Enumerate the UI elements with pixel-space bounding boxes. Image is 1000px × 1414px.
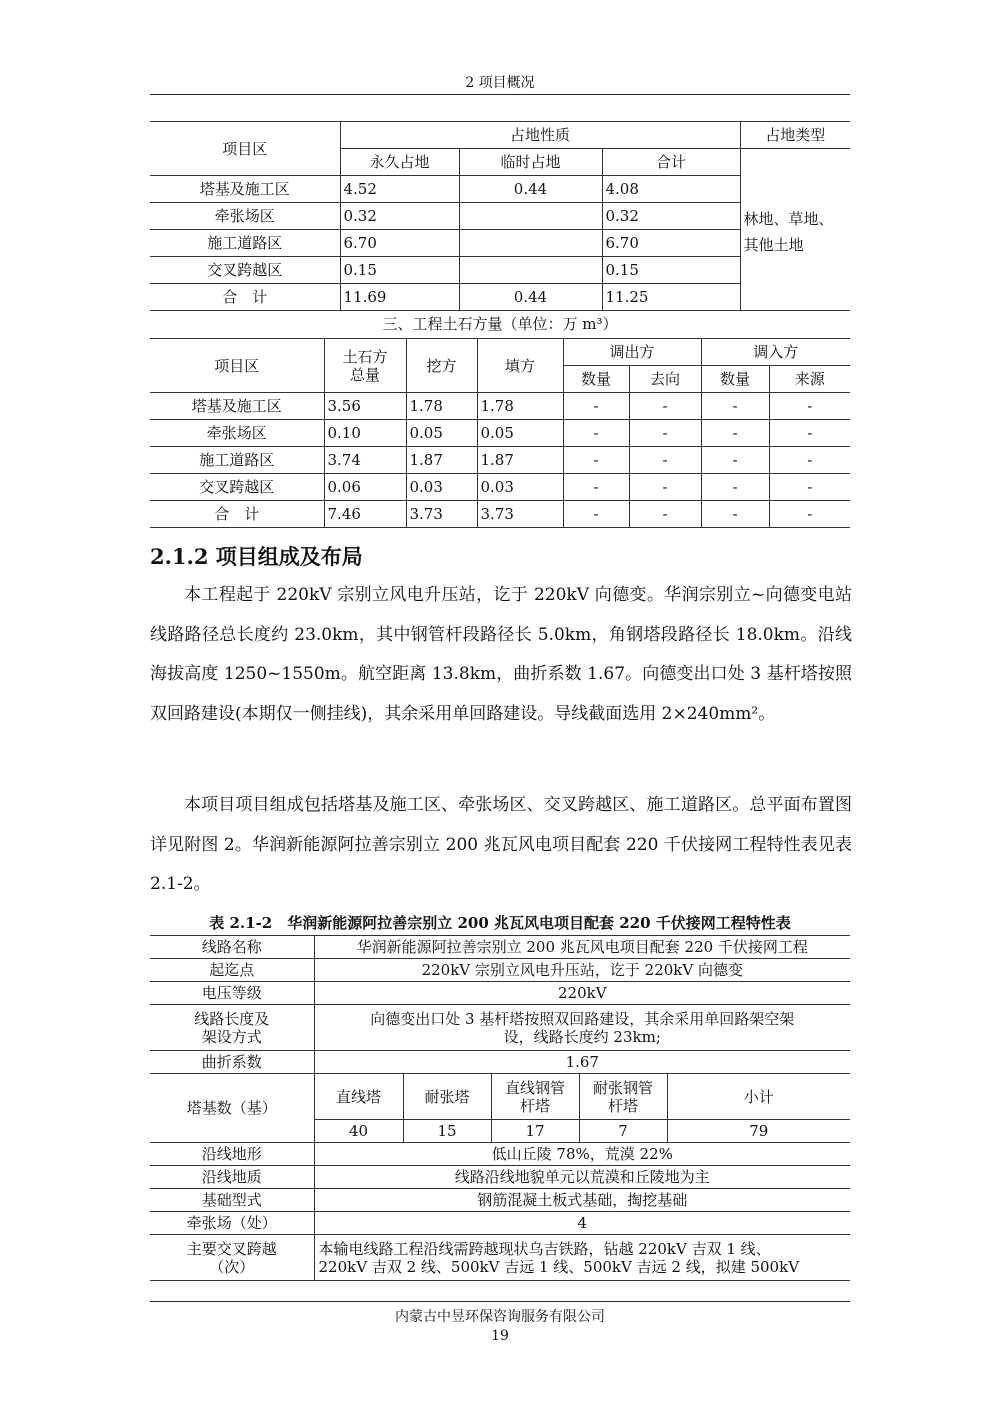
- tower-type: 直线钢管 杆塔: [491, 1074, 579, 1120]
- characteristics-table: [150, 935, 850, 1281]
- row-total: 6.70: [602, 230, 740, 257]
- value-voltage: 220kV: [314, 982, 850, 1005]
- running-header: 2 项目概况: [465, 75, 535, 91]
- row-temp: 0.44: [459, 284, 602, 311]
- value-geology: 线路沿线地貌单元以荒漠和丘陵地为主: [314, 1166, 850, 1189]
- label-geology: 沿线地质: [150, 1166, 314, 1189]
- label-towers: 塔基数（基）: [150, 1074, 314, 1143]
- col-header-out-qty: 数量: [563, 366, 629, 393]
- row-dig: 3.73: [406, 501, 477, 528]
- row-fill: 1.87: [477, 447, 563, 474]
- land-type-line-2: 其他土地: [743, 236, 804, 254]
- label-foundation: 基础型式: [150, 1189, 314, 1212]
- row-in-qty: -: [701, 501, 769, 528]
- row-total: 4.08: [602, 176, 740, 203]
- row-area: 牵张场区: [150, 420, 324, 447]
- col-header-total-line-1: 土石方: [342, 347, 388, 366]
- row-area: 塔基及施工区: [150, 176, 340, 203]
- tower-count: 7: [579, 1120, 667, 1143]
- col-header-src: 来源: [769, 366, 850, 393]
- row-dig: 1.78: [406, 393, 477, 420]
- paragraph-2: 本项目项目组成包括塔基及施工区、牵张场区、交叉跨越区、施工道路区。总平面布置图详见附图 2。华润新能源阿拉善宗别立 200 兆瓦风电项目配套 220 千伏接网工程特性表见表 2.1-2。: [150, 795, 852, 894]
- row-perm: 4.52: [340, 176, 459, 203]
- value-pull: 4: [314, 1212, 850, 1235]
- row-dig: 0.05: [406, 420, 477, 447]
- label-line-name: 线路名称: [150, 936, 314, 959]
- tower-type: 小计: [667, 1074, 850, 1120]
- row-dest: -: [629, 393, 701, 420]
- row-out-qty: -: [563, 474, 629, 501]
- row-area: 合 计: [150, 284, 340, 311]
- paragraph-1: 本工程起于 220kV 宗别立风电升压站，讫于 220kV 向德变。华润宗别立~向德变电站线路路径总长度约 23.0km，其中钢管杆段路径长 5.0km，角钢塔段路径长 18.0km。沿线海拔高度 1250~1550m。航空距离 13.8km，曲折系数 1.67。向德变出口处 3 基杆塔按照双回路建设(本期仅一侧挂线)，其余采用单回路建设。导线截面选用 2×240mm²。: [150, 585, 852, 724]
- label-crossing: [150, 1235, 314, 1281]
- value-terrain: 低山丘陵 78%，荒漠 22%: [314, 1143, 850, 1166]
- value-line-name: 华润新能源阿拉善宗别立 200 兆瓦风电项目配套 220 千伏接网工程: [314, 936, 850, 959]
- land-type-line-1: 林地、草地、: [743, 210, 834, 228]
- row-out-qty: -: [563, 447, 629, 474]
- row-area: 塔基及施工区: [150, 393, 324, 420]
- row-area: 施工道路区: [150, 230, 340, 257]
- label-terrain: 沿线地形: [150, 1143, 314, 1166]
- row-temp: [459, 203, 602, 230]
- row-dest: -: [629, 420, 701, 447]
- table-row: [150, 420, 850, 447]
- row-dig: 0.03: [406, 474, 477, 501]
- earthwork-table: [150, 338, 850, 528]
- col-header-area: 项目区: [150, 339, 324, 393]
- col-header-dig: 挖方: [406, 339, 477, 393]
- row-in-qty: -: [701, 447, 769, 474]
- land-occupation-table: [150, 121, 850, 337]
- value-crossing: [314, 1235, 850, 1281]
- table-row-total: [150, 501, 850, 528]
- footer-rule: [150, 1301, 850, 1302]
- label-voltage: 电压等级: [150, 982, 314, 1005]
- value-length: [314, 1005, 850, 1051]
- row-in-qty: -: [701, 420, 769, 447]
- table-caption: 表 2.1-2 华润新能源阿拉善宗别立 200 兆瓦风电项目配套 220 千伏接网工程特性表: [209, 914, 791, 932]
- row-total: 3.56: [324, 393, 406, 420]
- row-area: 合 计: [150, 501, 324, 528]
- row-out-qty: -: [563, 501, 629, 528]
- row-total: 0.06: [324, 474, 406, 501]
- value-length-line-2: 设，线路长度约 23km;: [503, 1027, 661, 1046]
- row-temp: [459, 230, 602, 257]
- col-header-in: 调入方: [701, 339, 850, 366]
- tower-type: 耐张钢管 杆塔: [579, 1074, 667, 1120]
- row-fill: 0.03: [477, 474, 563, 501]
- row-out-qty: -: [563, 420, 629, 447]
- table-row: [150, 474, 850, 501]
- label-length-line-2: 架设方式: [201, 1027, 262, 1046]
- row-total: 11.25: [602, 284, 740, 311]
- col-header-area: 项目区: [150, 122, 340, 176]
- row-area: 交叉跨越区: [150, 257, 340, 284]
- row-fill: 1.78: [477, 393, 563, 420]
- footer-company: 内蒙古中昱环保咨询服务有限公司: [395, 1309, 605, 1325]
- row-area: 施工道路区: [150, 447, 324, 474]
- tower-count: 40: [314, 1120, 403, 1143]
- row-area: 牵张场区: [150, 203, 340, 230]
- col-header-temp: 临时占地: [459, 149, 602, 176]
- row-total: 7.46: [324, 501, 406, 528]
- land-type-cell: [740, 149, 850, 311]
- col-header-total: [324, 339, 406, 393]
- header-rule: [150, 94, 850, 95]
- row-dest: -: [629, 447, 701, 474]
- row-fill: 0.05: [477, 420, 563, 447]
- col-header-nature: 占地性质: [340, 122, 740, 149]
- col-header-perm: 永久占地: [340, 149, 459, 176]
- label-length: [150, 1005, 314, 1051]
- row-dest: -: [629, 501, 701, 528]
- row-src: -: [769, 393, 850, 420]
- row-perm: 0.32: [340, 203, 459, 230]
- value-ends: 220kV 宗别立风电升压站，讫于 220kV 向德变: [314, 959, 850, 982]
- row-src: -: [769, 474, 850, 501]
- earth-table-title: 三、工程土石方量（单位：万 m³）: [150, 311, 850, 337]
- col-header-fill: 填方: [477, 339, 563, 393]
- row-perm: 6.70: [340, 230, 459, 257]
- row-total: 3.74: [324, 447, 406, 474]
- page-number: 19: [491, 1328, 509, 1344]
- row-src: -: [769, 447, 850, 474]
- label-pull: 牵张场（处）: [150, 1212, 314, 1235]
- label-tortuosity: 曲折系数: [150, 1051, 314, 1074]
- row-fill: 3.73: [477, 501, 563, 528]
- row-area: 交叉跨越区: [150, 474, 324, 501]
- value-crossing-line-2: 220kV 吉双 2 线、500kV 吉远 1 线、500kV 吉远 2 线，拟建 500kV: [318, 1257, 800, 1276]
- row-src: -: [769, 501, 850, 528]
- col-header-type: 占地类型: [740, 122, 850, 149]
- row-out-qty: -: [563, 393, 629, 420]
- label-crossing-line-2: （次）: [209, 1257, 255, 1276]
- row-in-qty: -: [701, 474, 769, 501]
- row-dest: -: [629, 474, 701, 501]
- value-tortuosity: 1.67: [314, 1051, 850, 1074]
- tower-count: 15: [403, 1120, 491, 1143]
- tower-count: 17: [491, 1120, 579, 1143]
- tower-count: 79: [667, 1120, 850, 1143]
- tower-type: 耐张塔: [403, 1074, 491, 1120]
- row-in-qty: -: [701, 393, 769, 420]
- value-foundation: 钢筋混凝土板式基础，掏挖基础: [314, 1189, 850, 1212]
- row-temp: [459, 257, 602, 284]
- col-header-out: 调出方: [563, 339, 701, 366]
- value-crossing-line-1: 本输电线路工程沿线需跨越现状乌吉铁路，钻越 220kV 吉双 1 线、: [318, 1239, 771, 1258]
- row-total: 0.32: [602, 203, 740, 230]
- tower-type: 直线塔: [314, 1074, 403, 1120]
- row-dig: 1.87: [406, 447, 477, 474]
- col-header-in-qty: 数量: [701, 366, 769, 393]
- row-perm: 0.15: [340, 257, 459, 284]
- row-perm: 11.69: [340, 284, 459, 311]
- col-header-dest: 去向: [629, 366, 701, 393]
- label-length-line-1: 线路长度及: [194, 1009, 270, 1028]
- value-length-line-1: 向德变出口处 3 基杆塔按照双回路建设，其余采用单回路架空架: [370, 1009, 795, 1028]
- col-header-total-line-2: 总量: [349, 365, 380, 384]
- table-row: [150, 447, 850, 474]
- row-total: 0.10: [324, 420, 406, 447]
- section-heading: 2.1.2 项目组成及布局: [150, 544, 363, 569]
- row-total: 0.15: [602, 257, 740, 284]
- label-ends: 起迄点: [150, 959, 314, 982]
- label-crossing-line-1: 主要交叉跨越: [186, 1239, 277, 1258]
- row-temp: 0.44: [459, 176, 602, 203]
- table-row: [150, 393, 850, 420]
- col-header-total: 合计: [602, 149, 740, 176]
- row-src: -: [769, 420, 850, 447]
